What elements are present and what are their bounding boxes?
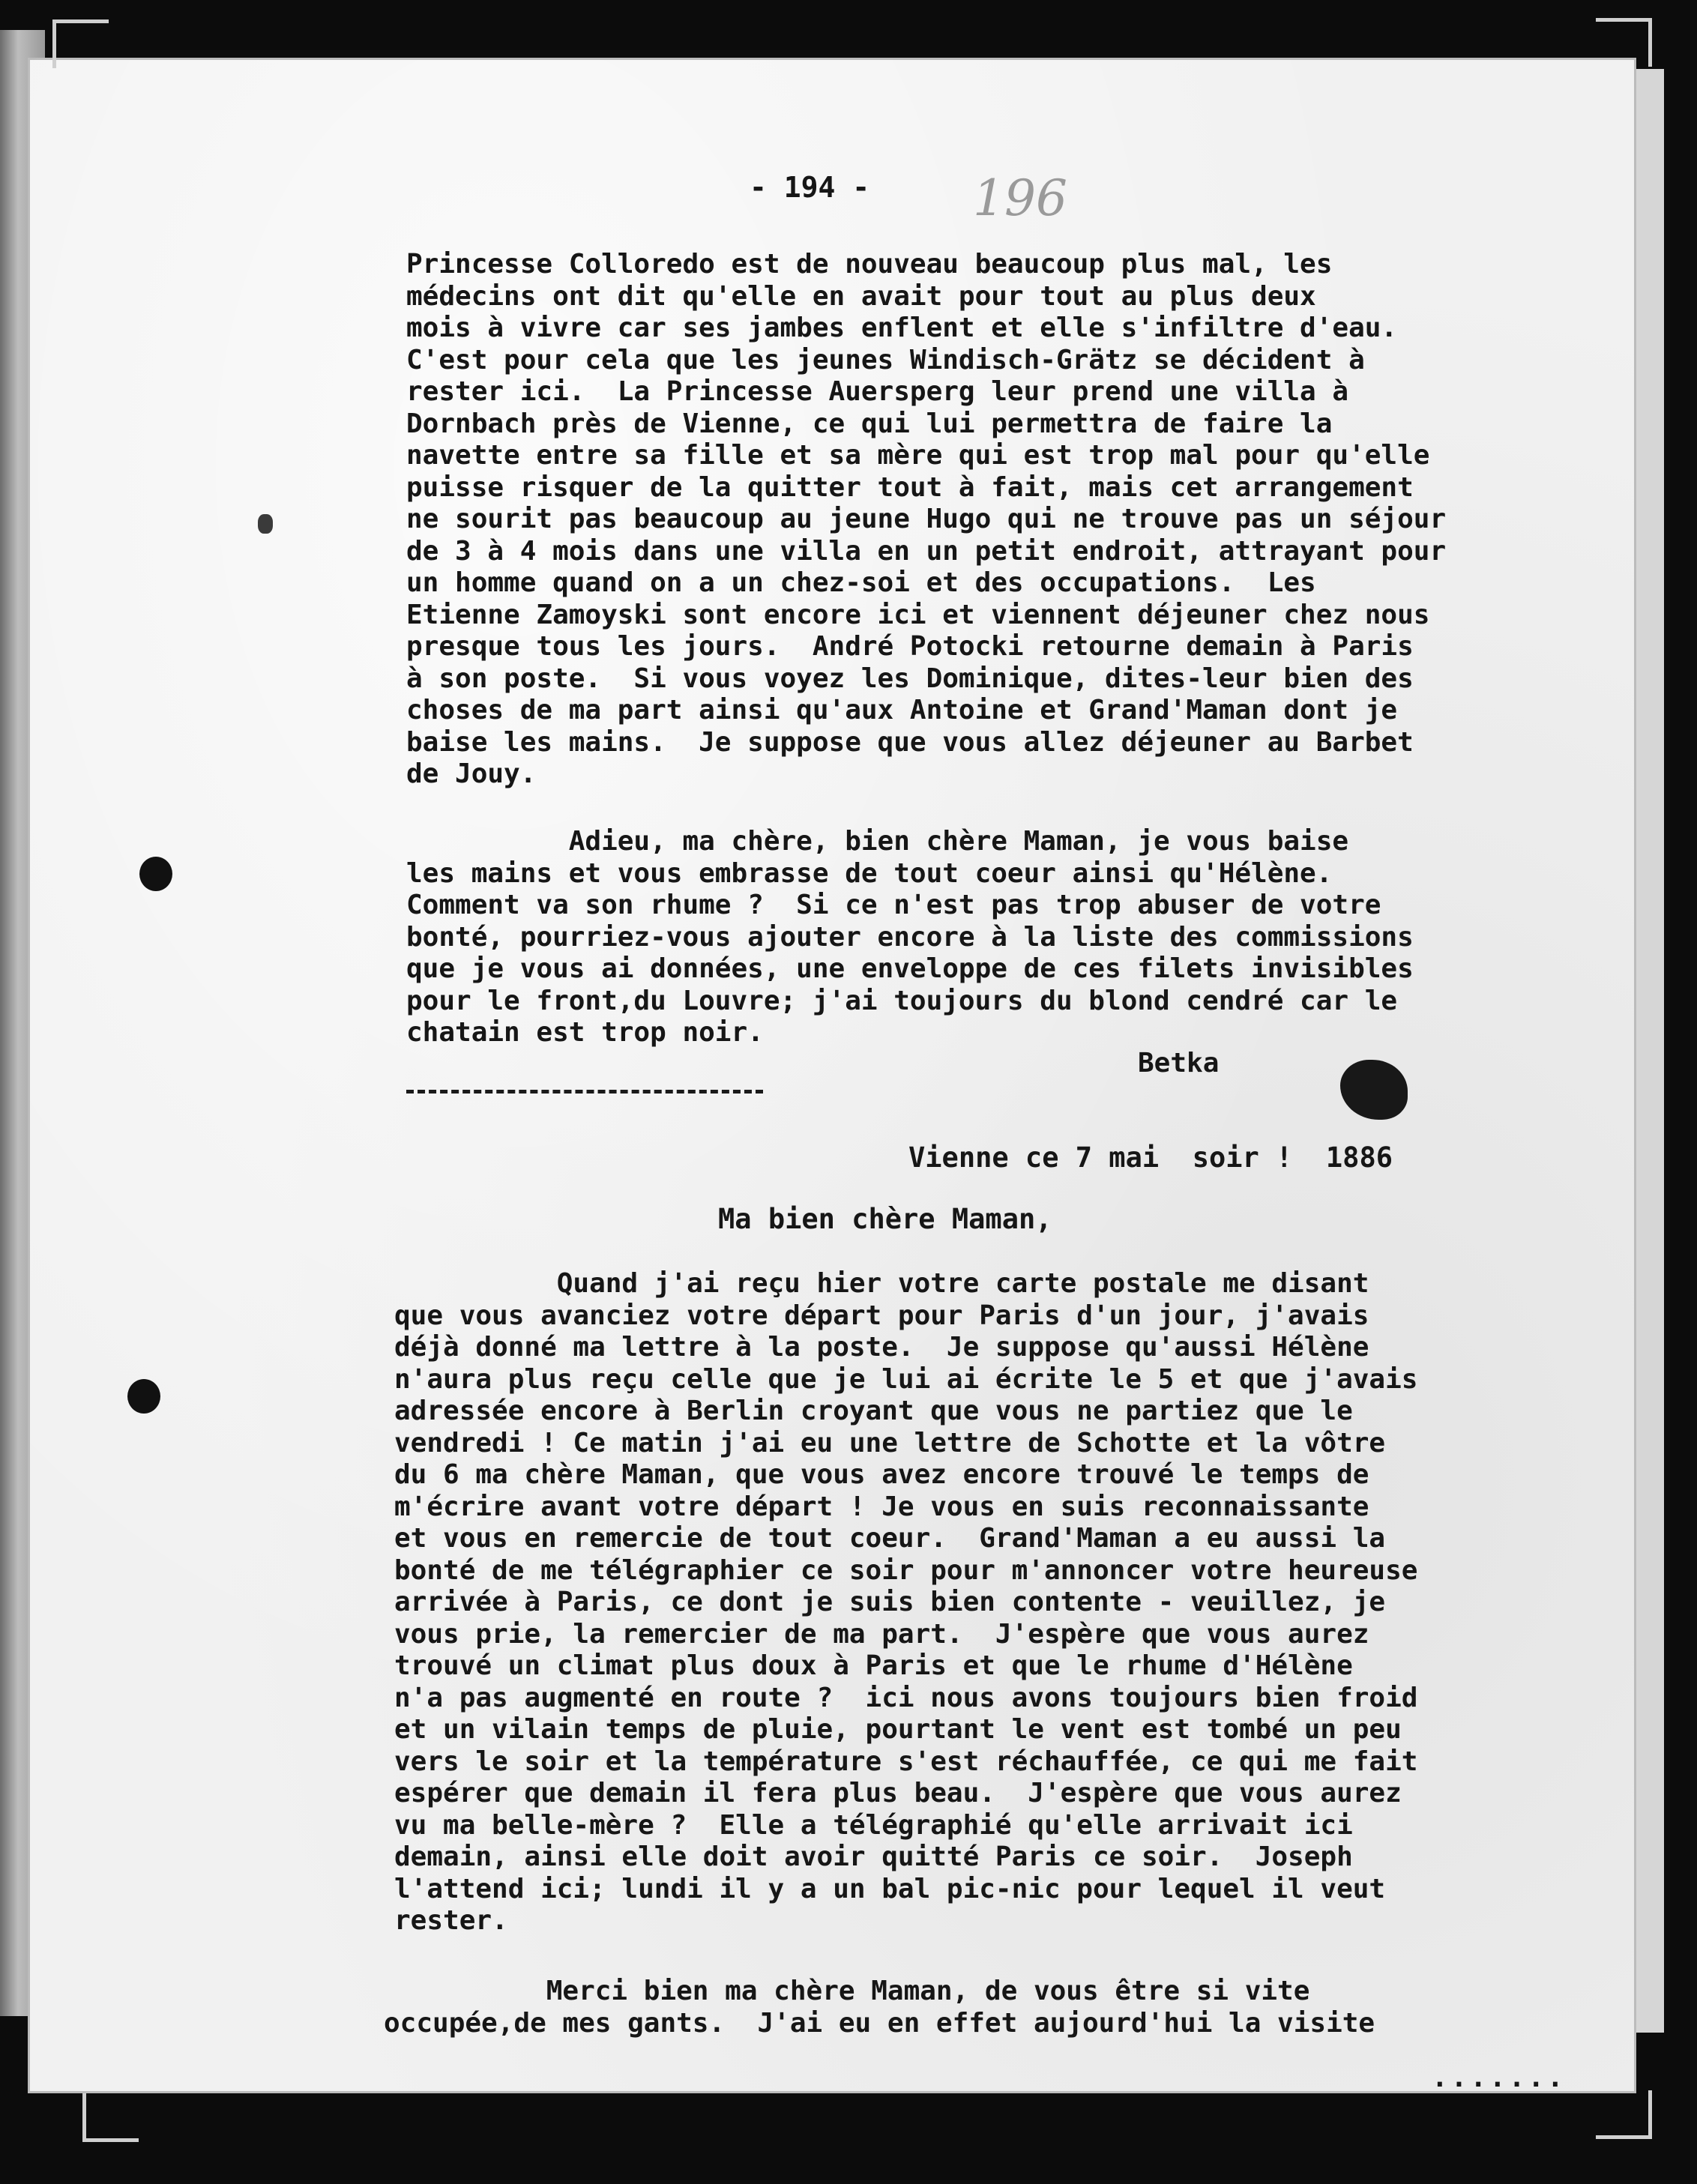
letter2-body: Quand j'ai reçu hier votre carte postale me disant que vous avanciez votre départ pour Paris d'un jour, j'avais déjà donné ma lettre à la poste. Je suppose qu'aussi Hélène n'aura plus reçu celle que je lui ai écrite le 5 et que j'avais adressée encore à Berlin croyant que vous ne partiez que le vendredi ! Ce matin j'ai eu une lettre de Schotte et la vôtre du 6 ma chère Maman, que vous avez encore trouvé le temps de m'écrire avant votre départ ! Je vous en suis reconnaissante et vous en remercie de tout coeur. Grand'Maman a eu aussi la bonté de me télégraphier ce soir pour m'annoncer votre heureuse arrivée à Paris, ce dont je suis bien contente - veuillez, je vous prie, la remercier de ma part. J'espère que vous aurez trouvé un climat plus doux à Paris et que le rhume d'Hélène n'a pas augmenté en route ? ici nous avons toujours bien froid et un vilain temps de pluie, pourtant le vent est tombé un peu vers le soir et la température s'est réchauffée, ce qui me fait espérer que demain il fera plus beau. J'espère que vous aurez vu ma belle-mère ? Elle a télégraphié qu'elle arrivait ici demain, ainsi elle doit avoir quitté Paris ce soir. Joseph l'attend ici; lundi il y a un bal pic-nic pour lequel il veut rester. (394, 1268, 1418, 1936)
letter1-signature: Betka (1138, 1048, 1220, 1079)
letter2-dateline: Vienne ce 7 mai soir ! 1886 (908, 1141, 1393, 1174)
punch-hole (139, 857, 172, 891)
crop-mark-bottom-right (1596, 2090, 1652, 2139)
typed-page-number: - 194 - (750, 171, 870, 204)
crop-mark-top-left (52, 19, 109, 68)
document-page (30, 60, 1634, 2091)
punch-hole (127, 1379, 160, 1414)
ink-blot (1340, 1060, 1408, 1120)
letter1-body: Princesse Colloredo est de nouveau beaucoup plus mal, les médecins ont dit qu'elle en avait pour tout au plus deux mois à vivre car ses jambes enflent et elle s'infiltre d'eau. C'est pour cela que les jeunes Windisch-Grätz se décident à rester ici. La Princesse Auersperg leur prend une villa à Dornbach près de Vienne, ce qui lui permettra de faire la navette entre sa fille et sa mère qui est trop mal pour qu'elle puisse risquer de la quitter tout à fait, mais cet arrangement ne sourit pas beaucoup au jeune Hugo qui ne trouve pas un séjour de 3 à 4 mois dans une villa en un petit endroit, attrayant pour un homme quand on a un chez-soi et des occupations. Les Etienne Zamoyski sont encore ici et viennent déjeuner chez nous presque tous les jours. André Potocki retourne demain à Paris à son poste. Si vous voyez les Dominique, dites-leur bien des choses de ma part ainsi qu'aux Antoine et Grand'Maman dont je baise les mains. Je suppose que vous allez déjeuner au Barbet de Jouy. (406, 249, 1447, 789)
letter2-salutation: Ma bien chère Maman, (718, 1203, 1052, 1235)
crop-mark-top-right (1596, 18, 1652, 67)
continuation-mark: ....... (1432, 2063, 1567, 2093)
letter2-closing: Merci bien ma chère Maman, de vous être si vite occupée,de mes gants. J'ai eu en effet aujourd'hui la visite (384, 1976, 1375, 2039)
letter1-closing: Adieu, ma chère, bien chère Maman, je vous baise les mains et vous embrasse de tout coeur ainsi qu'Hélène. Comment va son rhume ? Si ce n'est pas trop abuser de votre bonté, pourriez-vous ajouter encore à la liste des commissions que je vous ai données, une enveloppe de ces filets invisibles pour le front,du Louvre; j'ai toujours du blond cendré car le chatain est trop noir. (406, 826, 1414, 1048)
handwritten-page-number: 196 (973, 169, 1067, 227)
page-speck (258, 514, 273, 534)
crop-mark-bottom-left (82, 2093, 139, 2142)
letter-separator-rule (406, 1090, 763, 1093)
